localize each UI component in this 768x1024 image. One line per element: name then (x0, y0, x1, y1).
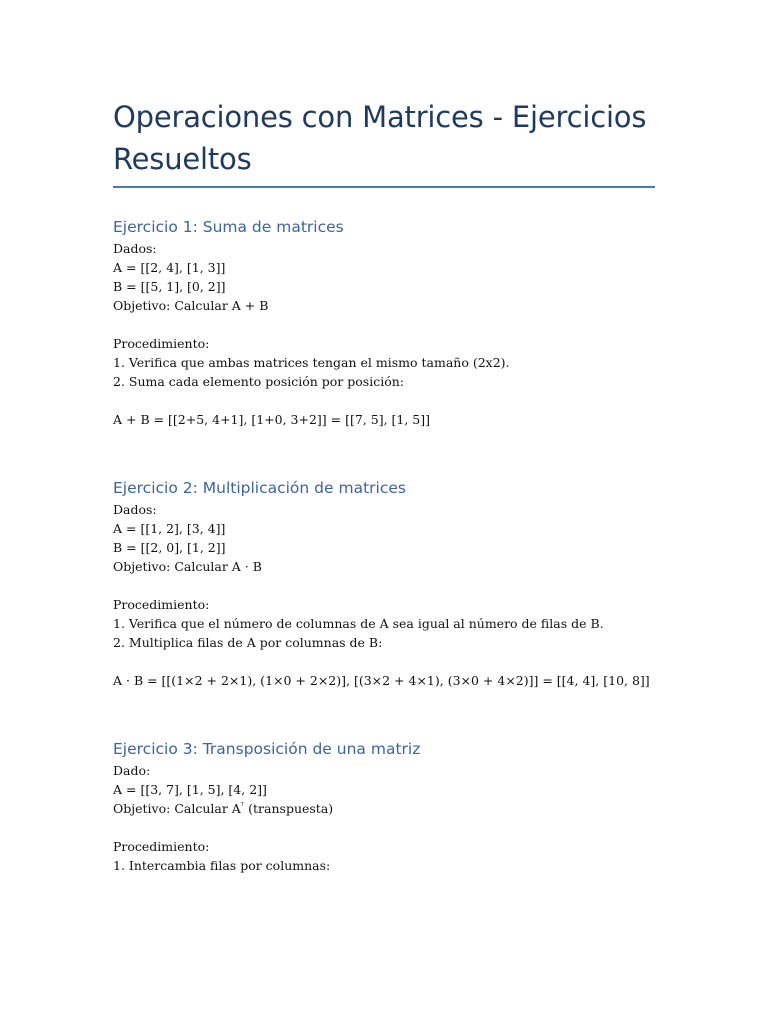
blank-line (113, 818, 655, 837)
procedure-label: Procedimiento: (113, 597, 210, 612)
given-label: Dados: (113, 502, 157, 517)
exercise-1 (113, 216, 655, 429)
procedure-step-2: 2. Suma cada elemento posición por posición: (113, 374, 404, 389)
given-matrix-a: A = [[3, 7], [1, 5], [4, 2]] (113, 782, 267, 797)
title-underline (113, 186, 655, 188)
result-formula: A · B = [[(1×2 + 2×1), (1×0 + 2×2)], [(3×2 + 4×1), (3×0 + 4×2)]] = [[4, 4], [10, 8]] (113, 673, 650, 688)
document-content (113, 96, 655, 875)
objective-suffix: (transpuesta) (244, 801, 334, 816)
document-title: Operaciones con Matrices - Ejercicios Resueltos (113, 100, 647, 176)
procedure-step-1: 1. Intercambia filas por columnas: (113, 858, 331, 873)
exercise-2 (113, 477, 655, 690)
transpose-superscript: ᵀ (240, 800, 245, 810)
given-matrix-a: A = [[1, 2], [3, 4]] (113, 521, 226, 536)
given-matrix-b: B = [[5, 1], [0, 2]] (113, 279, 226, 294)
blank-line (113, 391, 655, 410)
procedure-step-1: 1. Verifica que ambas matrices tengan el mismo tamaño (2x2). (113, 355, 510, 370)
exercise-title: Ejercicio 1: Suma de matrices (113, 218, 344, 236)
procedure-step-1: 1. Verifica que el número de columnas de A sea igual al número de filas de B. (113, 616, 604, 631)
blank-line (113, 652, 655, 671)
objective-prefix: Objetivo: Calcular A (113, 801, 241, 816)
given-matrix-a: A = [[2, 4], [1, 3]] (113, 260, 226, 275)
procedure-label: Procedimiento: (113, 336, 210, 351)
procedure-step-2: 2. Multiplica filas de A por columnas de B: (113, 635, 383, 650)
result-formula: A + B = [[2+5, 4+1], [1+0, 3+2]] = [[7, 5], [1, 5]] (113, 412, 431, 427)
objective: Objetivo: Calcular A · B (113, 559, 262, 574)
procedure-label: Procedimiento: (113, 839, 210, 854)
blank-line (113, 576, 655, 595)
objective: Objetivo: Calcular A + B (113, 298, 269, 313)
given-label: Dado: (113, 763, 151, 778)
given-matrix-b: B = [[2, 0], [1, 2]] (113, 540, 226, 555)
exercise-3 (113, 738, 655, 875)
blank-line (113, 315, 655, 334)
exercise-title: Ejercicio 2: Multiplicación de matrices (113, 479, 406, 497)
given-label: Dados: (113, 241, 157, 256)
objective (113, 799, 655, 818)
exercise-title: Ejercicio 3: Transposición de una matriz (113, 740, 421, 758)
